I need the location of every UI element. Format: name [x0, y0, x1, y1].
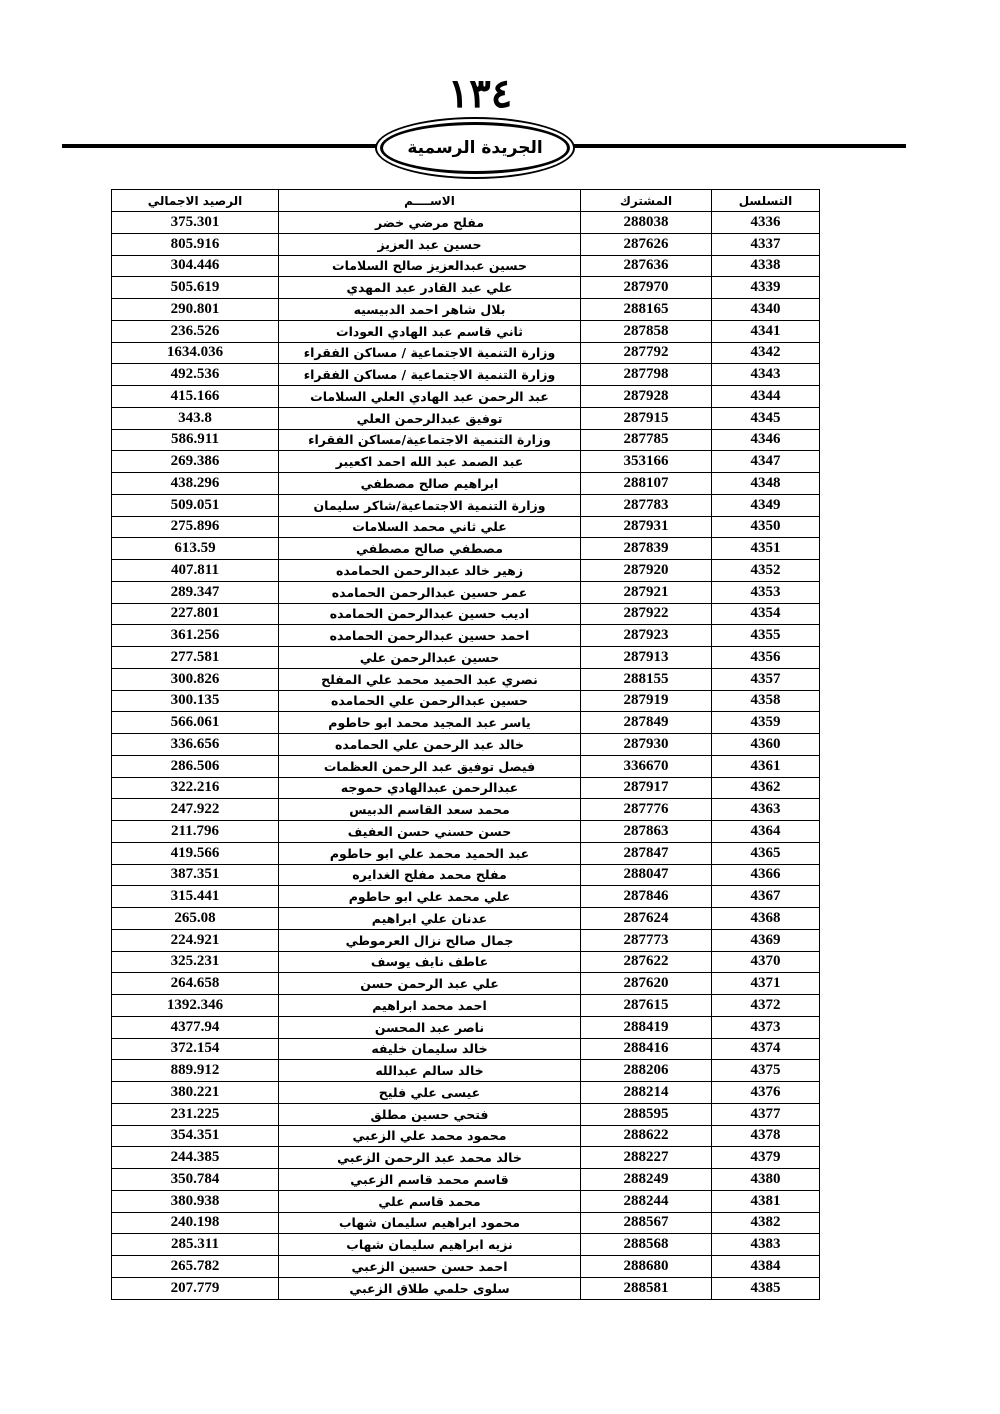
subscriber-cell: 288038 [581, 212, 712, 234]
name-cell: علي محمد علي ابو حاطوم [279, 886, 581, 908]
serial-cell: 4383 [712, 1234, 820, 1256]
serial-cell: 4356 [712, 647, 820, 669]
name-cell: قاسم محمد قاسم الزعبي [279, 1169, 581, 1191]
subscriber-cell: 287913 [581, 647, 712, 669]
subscriber-cell: 287798 [581, 364, 712, 386]
serial-cell: 4378 [712, 1125, 820, 1147]
subscriber-cell: 287928 [581, 386, 712, 408]
subscriber-cell: 353166 [581, 451, 712, 473]
subscriber-cell: 287922 [581, 603, 712, 625]
name-cell: خالد محمد عبد الرحمن الزعبي [279, 1147, 581, 1169]
balance-cell: 613.59 [112, 538, 279, 560]
balance-cell: 419.566 [112, 842, 279, 864]
balance-cell: 277.581 [112, 647, 279, 669]
balance-cell: 207.779 [112, 1277, 279, 1299]
table-row [112, 560, 820, 582]
name-cell: وزارة التنمية الاجتماعية/مساكن الفقراء [279, 429, 581, 451]
table-row [112, 364, 820, 386]
subscriber-cell: 287620 [581, 973, 712, 995]
table-row [112, 494, 820, 516]
balance-cell: 380.938 [112, 1190, 279, 1212]
subscriber-cell: 287921 [581, 581, 712, 603]
name-cell: وزارة التنمية الاجتماعية / مساكن الفقراء [279, 342, 581, 364]
balance-cell: 265.782 [112, 1256, 279, 1278]
name-cell: محمد سعد القاسم الدبيس [279, 799, 581, 821]
balance-cell: 387.351 [112, 864, 279, 886]
serial-cell: 4385 [712, 1277, 820, 1299]
table-row [112, 1212, 820, 1234]
balance-cell: 889.912 [112, 1060, 279, 1082]
subscriber-cell: 288567 [581, 1212, 712, 1234]
table-row [112, 1016, 820, 1038]
table-row [112, 603, 820, 625]
table-row [112, 538, 820, 560]
subscriber-cell: 288568 [581, 1234, 712, 1256]
serial-cell: 4374 [712, 1038, 820, 1060]
name-cell: حسن حسني حسن العفيف [279, 821, 581, 843]
table-row [112, 647, 820, 669]
serial-cell: 4354 [712, 603, 820, 625]
column-header-serial: التسلسل [712, 190, 820, 212]
subscriber-cell: 287626 [581, 233, 712, 255]
name-cell: علي ثاني محمد السلامات [279, 516, 581, 538]
balance-cell: 227.801 [112, 603, 279, 625]
subscriber-cell: 287846 [581, 886, 712, 908]
serial-cell: 4367 [712, 886, 820, 908]
name-cell: خالد سليمان خليفه [279, 1038, 581, 1060]
serial-cell: 4371 [712, 973, 820, 995]
name-cell: عدنان علي ابراهيم [279, 908, 581, 930]
subscriber-cell: 288249 [581, 1169, 712, 1191]
serial-cell: 4338 [712, 255, 820, 277]
name-cell: ابراهيم صالح مصطفي [279, 473, 581, 495]
serial-cell: 4362 [712, 777, 820, 799]
name-cell: خالد عبد الرحمن علي الحمامده [279, 734, 581, 756]
serial-cell: 4340 [712, 299, 820, 321]
subscriber-cell: 287930 [581, 734, 712, 756]
balance-cell: 350.784 [112, 1169, 279, 1191]
name-cell: محمود محمد علي الزعبي [279, 1125, 581, 1147]
name-cell: عبد الصمد عبد الله احمد اكعيبر [279, 451, 581, 473]
serial-cell: 4377 [712, 1103, 820, 1125]
table-row [112, 1190, 820, 1212]
balance-cell: 300.135 [112, 690, 279, 712]
name-cell: عاطف نايف يوسف [279, 951, 581, 973]
name-cell: عيسى علي فليح [279, 1082, 581, 1104]
balance-cell: 240.198 [112, 1212, 279, 1234]
name-cell: عبدالرحمن عبدالهادي حموجه [279, 777, 581, 799]
name-cell: نصري عبد الحميد محمد علي المفلح [279, 668, 581, 690]
subscriber-cell: 288155 [581, 668, 712, 690]
name-cell: نزيه ابراهيم سليمان شهاب [279, 1234, 581, 1256]
table-row [112, 1256, 820, 1278]
name-cell: عمر حسين عبدالرحمن الحمامده [279, 581, 581, 603]
table-row [112, 1277, 820, 1299]
name-cell: وزارة التنمية الاجتماعية / مساكن الفقراء [279, 364, 581, 386]
serial-cell: 4345 [712, 407, 820, 429]
serial-cell: 4342 [712, 342, 820, 364]
table-row [112, 625, 820, 647]
balance-cell: 244.385 [112, 1147, 279, 1169]
subscriber-cell: 288107 [581, 473, 712, 495]
balance-cell: 354.351 [112, 1125, 279, 1147]
table-row [112, 842, 820, 864]
subscriber-cell: 336670 [581, 755, 712, 777]
table-row [112, 777, 820, 799]
name-cell: حسين عبدالرحمن علي الحمامده [279, 690, 581, 712]
serial-cell: 4348 [712, 473, 820, 495]
gazette-title: الجريدة الرسمية [407, 138, 543, 158]
name-cell: ناصر عبد المحسن [279, 1016, 581, 1038]
subscriber-cell: 287970 [581, 277, 712, 299]
column-header-name: الاســــم [279, 190, 581, 212]
name-cell: محمود ابراهيم سليمان شهاب [279, 1212, 581, 1234]
serial-cell: 4353 [712, 581, 820, 603]
name-cell: علي عبد الرحمن حسن [279, 973, 581, 995]
table-row [112, 1147, 820, 1169]
name-cell: خالد سالم عبدالله [279, 1060, 581, 1082]
serial-cell: 4339 [712, 277, 820, 299]
balance-cell: 236.526 [112, 320, 279, 342]
balance-cell: 264.658 [112, 973, 279, 995]
table-row [112, 429, 820, 451]
balance-cell: 325.231 [112, 951, 279, 973]
balance-cell: 290.801 [112, 299, 279, 321]
serial-cell: 4337 [712, 233, 820, 255]
balance-cell: 407.811 [112, 560, 279, 582]
subscriber-cell: 287624 [581, 908, 712, 930]
subscriber-cell: 287776 [581, 799, 712, 821]
table-header-row [112, 190, 820, 212]
balance-cell: 275.896 [112, 516, 279, 538]
table-row [112, 755, 820, 777]
table-row [112, 1103, 820, 1125]
serial-cell: 4364 [712, 821, 820, 843]
balance-cell: 492.536 [112, 364, 279, 386]
balance-cell: 322.216 [112, 777, 279, 799]
serial-cell: 4361 [712, 755, 820, 777]
table-row [112, 734, 820, 756]
name-cell: احمد حسن حسين الزعبي [279, 1256, 581, 1278]
name-cell: عبد الرحمن عبد الهادي العلي السلامات [279, 386, 581, 408]
subscribers-table [111, 189, 820, 1300]
subscriber-cell: 287919 [581, 690, 712, 712]
serial-cell: 4365 [712, 842, 820, 864]
subscriber-cell: 288214 [581, 1082, 712, 1104]
balance-cell: 336.656 [112, 734, 279, 756]
balance-cell: 286.506 [112, 755, 279, 777]
balance-cell: 505.619 [112, 277, 279, 299]
table-row [112, 1038, 820, 1060]
subscriber-cell: 287858 [581, 320, 712, 342]
subscriber-cell: 288165 [581, 299, 712, 321]
table-row [112, 712, 820, 734]
subscriber-cell: 288047 [581, 864, 712, 886]
table-row [112, 516, 820, 538]
subscriber-cell: 288419 [581, 1016, 712, 1038]
name-cell: ثاني قاسم عبد الهادي العودات [279, 320, 581, 342]
table-row [112, 821, 820, 843]
subscriber-cell: 287849 [581, 712, 712, 734]
subscriber-cell: 287615 [581, 995, 712, 1017]
balance-cell: 372.154 [112, 1038, 279, 1060]
table-row [112, 1169, 820, 1191]
table-row [112, 277, 820, 299]
subscriber-cell: 287915 [581, 407, 712, 429]
name-cell: فتحي حسين مطلق [279, 1103, 581, 1125]
balance-cell: 415.166 [112, 386, 279, 408]
balance-cell: 265.08 [112, 908, 279, 930]
table-row [112, 233, 820, 255]
table-row [112, 255, 820, 277]
name-cell: وزارة التنمية الاجتماعية/شاكر سليمان [279, 494, 581, 516]
table-row [112, 473, 820, 495]
table-row [112, 668, 820, 690]
subscriber-cell: 288595 [581, 1103, 712, 1125]
balance-cell: 315.441 [112, 886, 279, 908]
serial-cell: 4380 [712, 1169, 820, 1191]
balance-cell: 361.256 [112, 625, 279, 647]
table-row [112, 886, 820, 908]
table-row [112, 407, 820, 429]
subscriber-cell: 288581 [581, 1277, 712, 1299]
subscriber-cell: 287783 [581, 494, 712, 516]
subscriber-cell: 288680 [581, 1256, 712, 1278]
serial-cell: 4370 [712, 951, 820, 973]
balance-cell: 1634.036 [112, 342, 279, 364]
serial-cell: 4373 [712, 1016, 820, 1038]
balance-cell: 211.796 [112, 821, 279, 843]
name-cell: مفلح مرضي خضر [279, 212, 581, 234]
table-row [112, 690, 820, 712]
serial-cell: 4347 [712, 451, 820, 473]
balance-cell: 285.311 [112, 1234, 279, 1256]
subscriber-cell: 288227 [581, 1147, 712, 1169]
serial-cell: 4351 [712, 538, 820, 560]
table-row [112, 973, 820, 995]
serial-cell: 4341 [712, 320, 820, 342]
serial-cell: 4375 [712, 1060, 820, 1082]
name-cell: فيصل توفيق عبد الرحمن العظمات [279, 755, 581, 777]
serial-cell: 4372 [712, 995, 820, 1017]
balance-cell: 805.916 [112, 233, 279, 255]
table-row [112, 799, 820, 821]
subscriber-cell: 287636 [581, 255, 712, 277]
balance-cell: 566.061 [112, 712, 279, 734]
balance-cell: 1392.346 [112, 995, 279, 1017]
serial-cell: 4360 [712, 734, 820, 756]
serial-cell: 4382 [712, 1212, 820, 1234]
serial-cell: 4344 [712, 386, 820, 408]
subscriber-cell: 287792 [581, 342, 712, 364]
name-cell: علي عبد القادر عبد المهدي [279, 277, 581, 299]
balance-cell: 224.921 [112, 929, 279, 951]
name-cell: حسين عبدالرحمن علي [279, 647, 581, 669]
subscriber-cell: 288622 [581, 1125, 712, 1147]
table-row [112, 212, 820, 234]
table-row [112, 929, 820, 951]
name-cell: سلوى حلمي طلاق الزعبي [279, 1277, 581, 1299]
table-row [112, 1082, 820, 1104]
serial-cell: 4369 [712, 929, 820, 951]
serial-cell: 4357 [712, 668, 820, 690]
table-row [112, 320, 820, 342]
balance-cell: 509.051 [112, 494, 279, 516]
name-cell: توفيق عبدالرحمن العلي [279, 407, 581, 429]
table-row [112, 864, 820, 886]
serial-cell: 4349 [712, 494, 820, 516]
serial-cell: 4355 [712, 625, 820, 647]
table-row [112, 1125, 820, 1147]
subscriber-cell: 287622 [581, 951, 712, 973]
balance-cell: 343.8 [112, 407, 279, 429]
name-cell: مفلح محمد مفلح الغدايره [279, 864, 581, 886]
name-cell: احمد محمد ابراهيم [279, 995, 581, 1017]
subscriber-cell: 287847 [581, 842, 712, 864]
balance-cell: 586.911 [112, 429, 279, 451]
table-row [112, 581, 820, 603]
serial-cell: 4336 [712, 212, 820, 234]
subscriber-cell: 287785 [581, 429, 712, 451]
name-cell: حسين عبدالعزيز صالح السلامات [279, 255, 581, 277]
name-cell: زهير خالد عبدالرحمن الحمامده [279, 560, 581, 582]
table-row [112, 951, 820, 973]
subscriber-cell: 287917 [581, 777, 712, 799]
column-header-balance: الرصيد الاجمالي [112, 190, 279, 212]
subscriber-cell: 287920 [581, 560, 712, 582]
serial-cell: 4346 [712, 429, 820, 451]
name-cell: عبد الحميد محمد علي ابو حاطوم [279, 842, 581, 864]
subscriber-cell: 287931 [581, 516, 712, 538]
subscriber-cell: 287863 [581, 821, 712, 843]
balance-cell: 289.347 [112, 581, 279, 603]
name-cell: بلال شاهر احمد الدبيسيه [279, 299, 581, 321]
serial-cell: 4358 [712, 690, 820, 712]
balance-cell: 380.221 [112, 1082, 279, 1104]
serial-cell: 4379 [712, 1147, 820, 1169]
serial-cell: 4352 [712, 560, 820, 582]
serial-cell: 4350 [712, 516, 820, 538]
table-body [112, 212, 820, 1300]
serial-cell: 4376 [712, 1082, 820, 1104]
serial-cell: 4381 [712, 1190, 820, 1212]
table-row [112, 299, 820, 321]
balance-cell: 4377.94 [112, 1016, 279, 1038]
name-cell: ياسر عبد المجيد محمد ابو حاطوم [279, 712, 581, 734]
subscriber-cell: 287773 [581, 929, 712, 951]
balance-cell: 438.296 [112, 473, 279, 495]
name-cell: محمد قاسم علي [279, 1190, 581, 1212]
balance-cell: 300.826 [112, 668, 279, 690]
table-row [112, 342, 820, 364]
serial-cell: 4366 [712, 864, 820, 886]
table-row [112, 386, 820, 408]
serial-cell: 4359 [712, 712, 820, 734]
page-number: ١٣٤ [447, 70, 513, 117]
name-cell: مصطفي صالح مصطفي [279, 538, 581, 560]
subscriber-cell: 288416 [581, 1038, 712, 1060]
serial-cell: 4384 [712, 1256, 820, 1278]
name-cell: جمال صالح نزال العرموطي [279, 929, 581, 951]
subscriber-cell: 288244 [581, 1190, 712, 1212]
balance-cell: 231.225 [112, 1103, 279, 1125]
name-cell: احمد حسين عبدالرحمن الحمامده [279, 625, 581, 647]
subscriber-cell: 288206 [581, 1060, 712, 1082]
balance-cell: 375.301 [112, 212, 279, 234]
column-header-subscriber: المشترك [581, 190, 712, 212]
balance-cell: 269.386 [112, 451, 279, 473]
table-row [112, 995, 820, 1017]
balance-cell: 304.446 [112, 255, 279, 277]
table-row [112, 1060, 820, 1082]
balance-cell: 247.922 [112, 799, 279, 821]
serial-cell: 4368 [712, 908, 820, 930]
serial-cell: 4363 [712, 799, 820, 821]
subscriber-cell: 287839 [581, 538, 712, 560]
subscriber-cell: 287923 [581, 625, 712, 647]
table-row [112, 908, 820, 930]
serial-cell: 4343 [712, 364, 820, 386]
name-cell: حسين عبد العزيز [279, 233, 581, 255]
table-row [112, 451, 820, 473]
name-cell: اديب حسين عبدالرحمن الحمامده [279, 603, 581, 625]
table-row [112, 1234, 820, 1256]
